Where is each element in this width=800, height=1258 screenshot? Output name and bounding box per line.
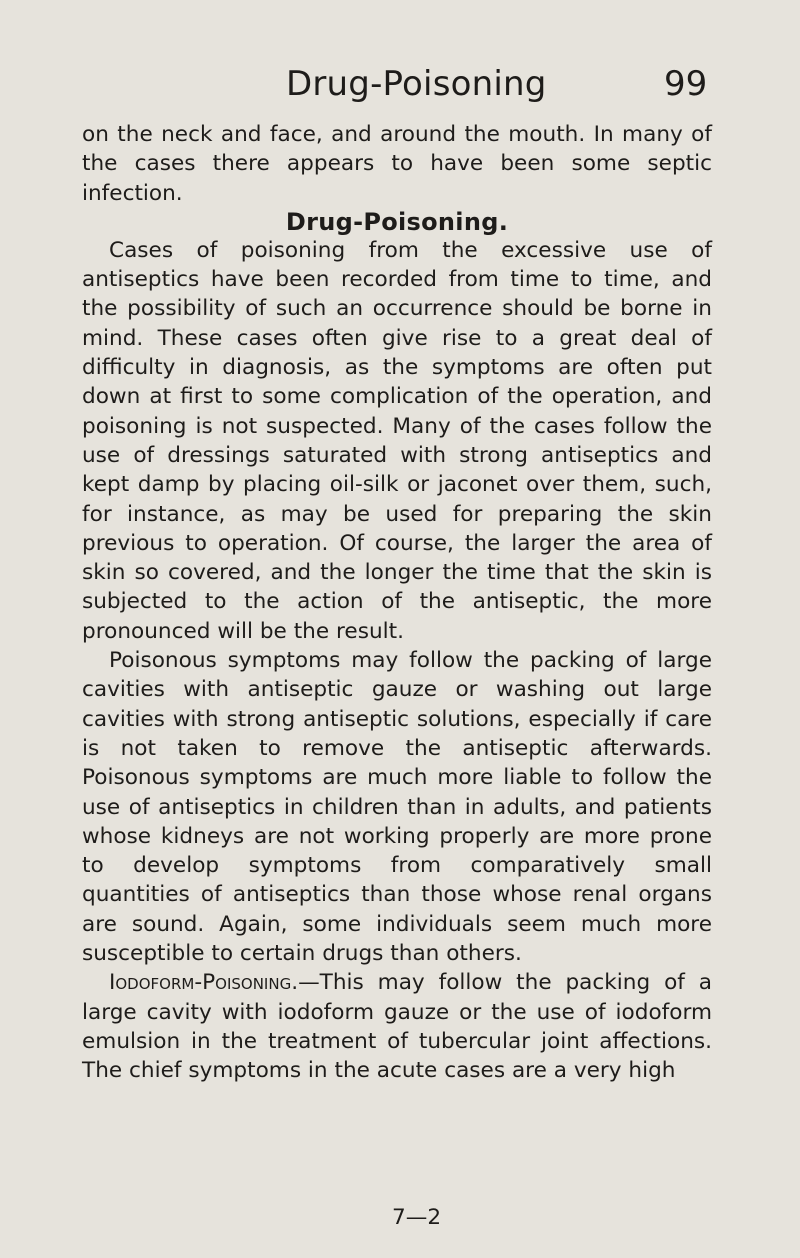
- page-number: 99: [664, 64, 708, 104]
- paragraph-2: Poisonous symptoms may follow the packing of large cavities with antiseptic gauze or washing out large cavities with strong antiseptic solutions, especially if care is not taken to remove the antiseptic afterwards. Poisonous symptoms are much more liable to follow the use of antiseptics in children than in adults, and patients whose kidneys are not working properly are more prone to develop symptoms from comparatively small quantities of antiseptics than those whose renal organs are sound. Again, some individuals seem much more susceptible to certain drugs than others.: [82, 648, 712, 967]
- paragraph-3-text: —This may follow the packing of a large cavity with iodoform gauze or the use of iodoform emulsion in the treatment of tubercular joint affections. The chief symptoms in the acute cases are a very high: [82, 970, 712, 1084]
- body-text: [82, 120, 712, 1086]
- running-head: [0, 62, 800, 112]
- signature-mark: 7—2: [392, 1205, 442, 1230]
- continued-paragraph: on the neck and face, and around the mouth. In many of the cases there appears to have been some septic infection.: [82, 122, 712, 206]
- running-title: Drug-Poisoning: [286, 64, 547, 104]
- section-heading: Drug-Poisoning.: [285, 207, 509, 236]
- paragraph-1: Cases of poisoning from the excessive use of antiseptics have been recorded from time to time, and the possibility of such an occurrence should be borne in mind. These cases often give rise to a great deal of difficulty in diagnosis, as the symptoms are often put down at first to some complication of the operation, and poisoning is not suspected. Many of the cases follow the use of dressings saturated with strong antiseptics and kept damp by placing oil-silk or jaconet over them, such, for instance, as may be used for preparing the skin previous to operation. Of course, the larger the area of skin so covered, and the longer the time that the skin is subjected to the action of the antiseptic, the more pronounced will be the result.: [82, 237, 712, 644]
- paragraph-3: [82, 968, 712, 1085]
- iodoform-poisoning-heading: Iodoform-Poisoning.: [109, 970, 299, 996]
